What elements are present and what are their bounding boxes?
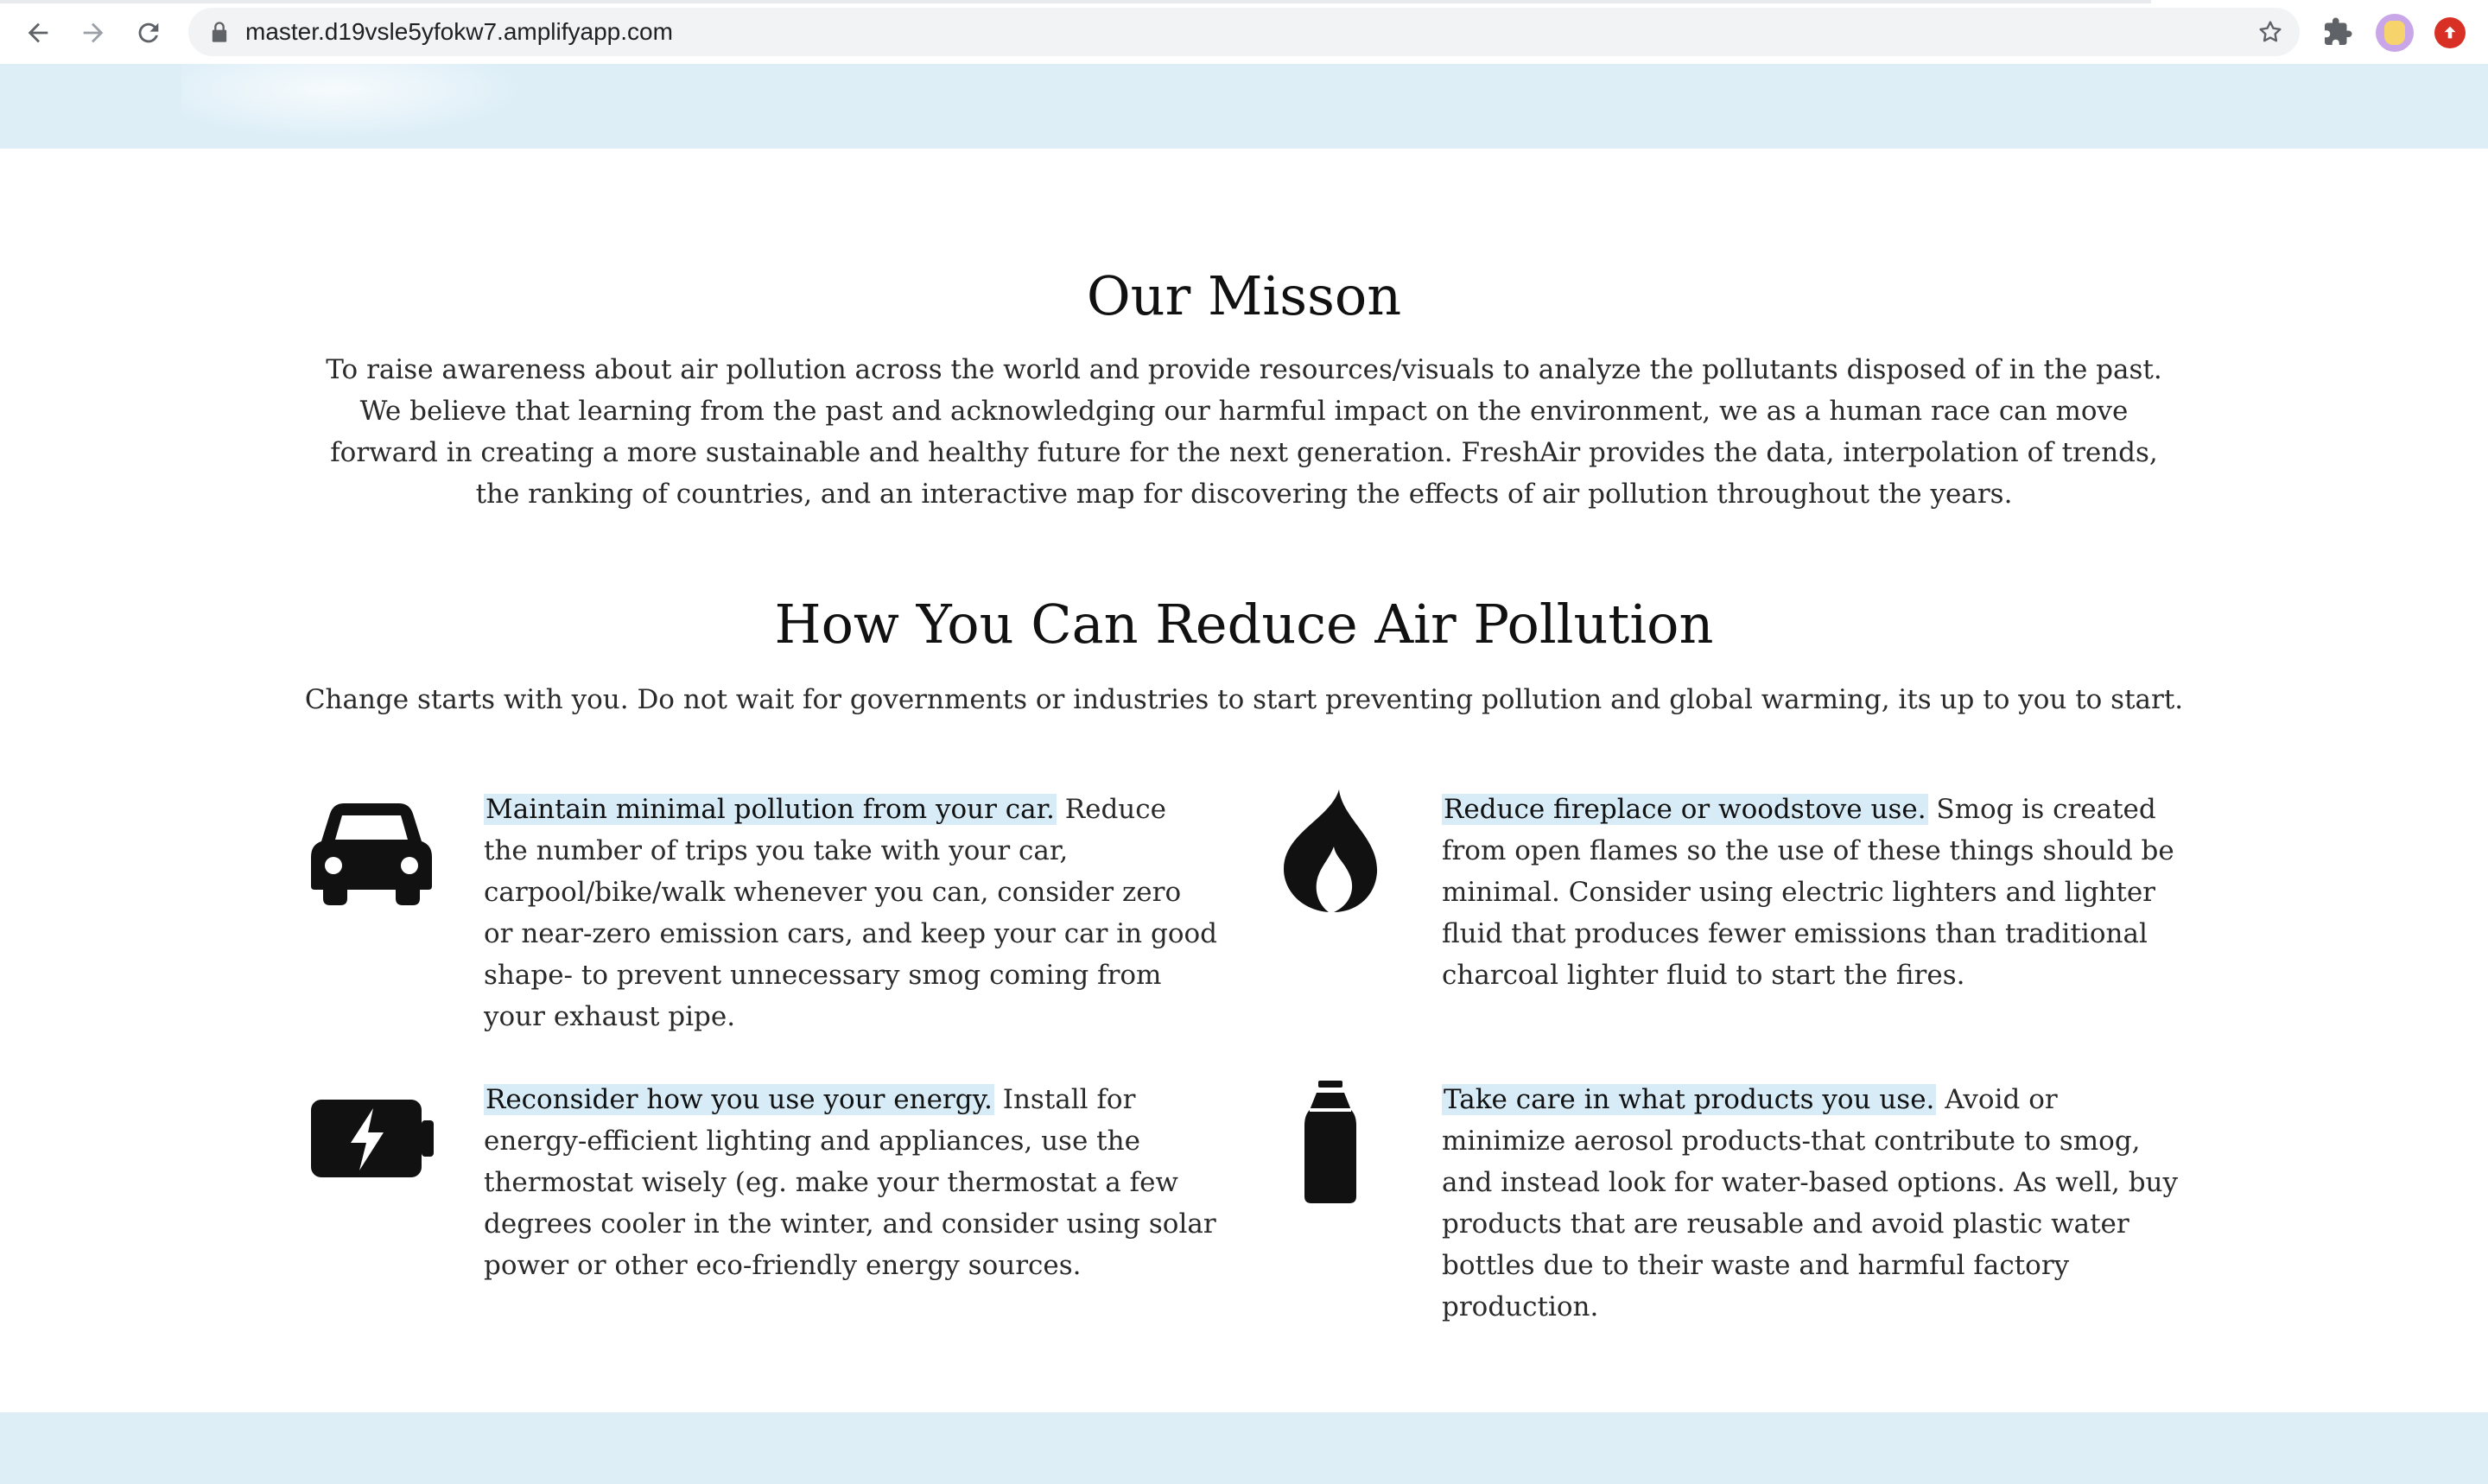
reduce-subtitle: Change starts with you. Do not wait for governments or industries to start preventing pollution and global warming, its up to you to start.: [304, 684, 2184, 715]
tip-products: [1442, 1079, 2185, 1328]
tip-fire: [1442, 789, 2185, 996]
fire-icon: [1282, 790, 1379, 912]
loading-bar: [0, 0, 2151, 3]
mission-text: To raise awareness about air pollution across the world and provide resources/visuals to analyze the pollutants disposed of in the past. We believe that learning from the past and acknowledging our harmful impact on the environment, we as a human race can move forward in creating a more sustainable and healthy future for the next generation. FreshAir provides the data, interpolation of trends, the ranking of countries, and an interactive map for discovering the effects of air pollution throughout the years.: [326, 354, 2162, 510]
header-banner: [0, 64, 2488, 149]
address-bar[interactable]: [188, 8, 2300, 56]
tip-car-heading: Maintain minimal pollution from your car.: [486, 794, 1055, 825]
back-arrow-icon: [23, 18, 53, 48]
star-icon[interactable]: [2256, 18, 2284, 46]
browser-toolbar: [0, 0, 2488, 65]
forward-arrow-icon: [79, 18, 108, 48]
car-icon: [311, 796, 432, 905]
reduce-title: How You Can Reduce Air Pollution: [774, 593, 1714, 656]
profile-avatar[interactable]: [2376, 14, 2414, 52]
reload-button[interactable]: [130, 14, 168, 52]
cloud-decoration: [181, 64, 562, 149]
lock-icon[interactable]: [207, 20, 232, 44]
tip-products-body: Avoid or minimize aerosol products-that contribute to smog, and instead look for water-based options. As well, buy products that are reusable and avoid plastic water bottles due to their waste and harmful factory production.: [1442, 1084, 2179, 1322]
tip-products-heading: Take care in what products you use.: [1444, 1084, 1935, 1115]
avatar-face: [2384, 21, 2405, 45]
extensions-puzzle-icon[interactable]: [2322, 16, 2353, 48]
back-button[interactable]: [19, 14, 57, 52]
tip-energy: [484, 1079, 1218, 1286]
tip-car-body: Reduce the number of trips you take with your car, carpool/bike/walk whenever you can, consider zero or near-zero emission cars, and keep your car in good shape- to prevent unnecessary smog coming from your exhaust pipe.: [484, 794, 1217, 1032]
tip-fire-heading: Reduce fireplace or woodstove use.: [1444, 794, 1926, 825]
tip-energy-heading: Reconsider how you use your energy.: [486, 1084, 993, 1115]
mission-title: Our Misson: [1086, 264, 1402, 327]
bottle-icon: [1304, 1081, 1356, 1203]
reload-icon: [134, 18, 163, 48]
footer-banner: [0, 1412, 2488, 1484]
tip-car: [484, 789, 1218, 1037]
update-icon[interactable]: [2434, 17, 2466, 48]
tip-energy-body: Install for energy-efficient lighting and appliances, use the thermostat wisely (eg. make your thermostat a few degrees cooler in the winter, and consider using solar power or other eco-friendly energy sources.: [484, 1084, 1216, 1281]
url-text[interactable]: master.d19vsle5yfokw7.amplifyapp.com: [245, 18, 673, 45]
tip-fire-body: Smog is created from open flames so the use of these things should be minimal. Consider using electric lighters and lighter fluid that produces fewer emissions than traditional charcoal lighter fluid to start the fires.: [1442, 794, 2174, 991]
battery-charging-icon: [311, 1100, 434, 1177]
up-arrow-icon: [2440, 23, 2459, 42]
forward-button[interactable]: [74, 14, 112, 52]
